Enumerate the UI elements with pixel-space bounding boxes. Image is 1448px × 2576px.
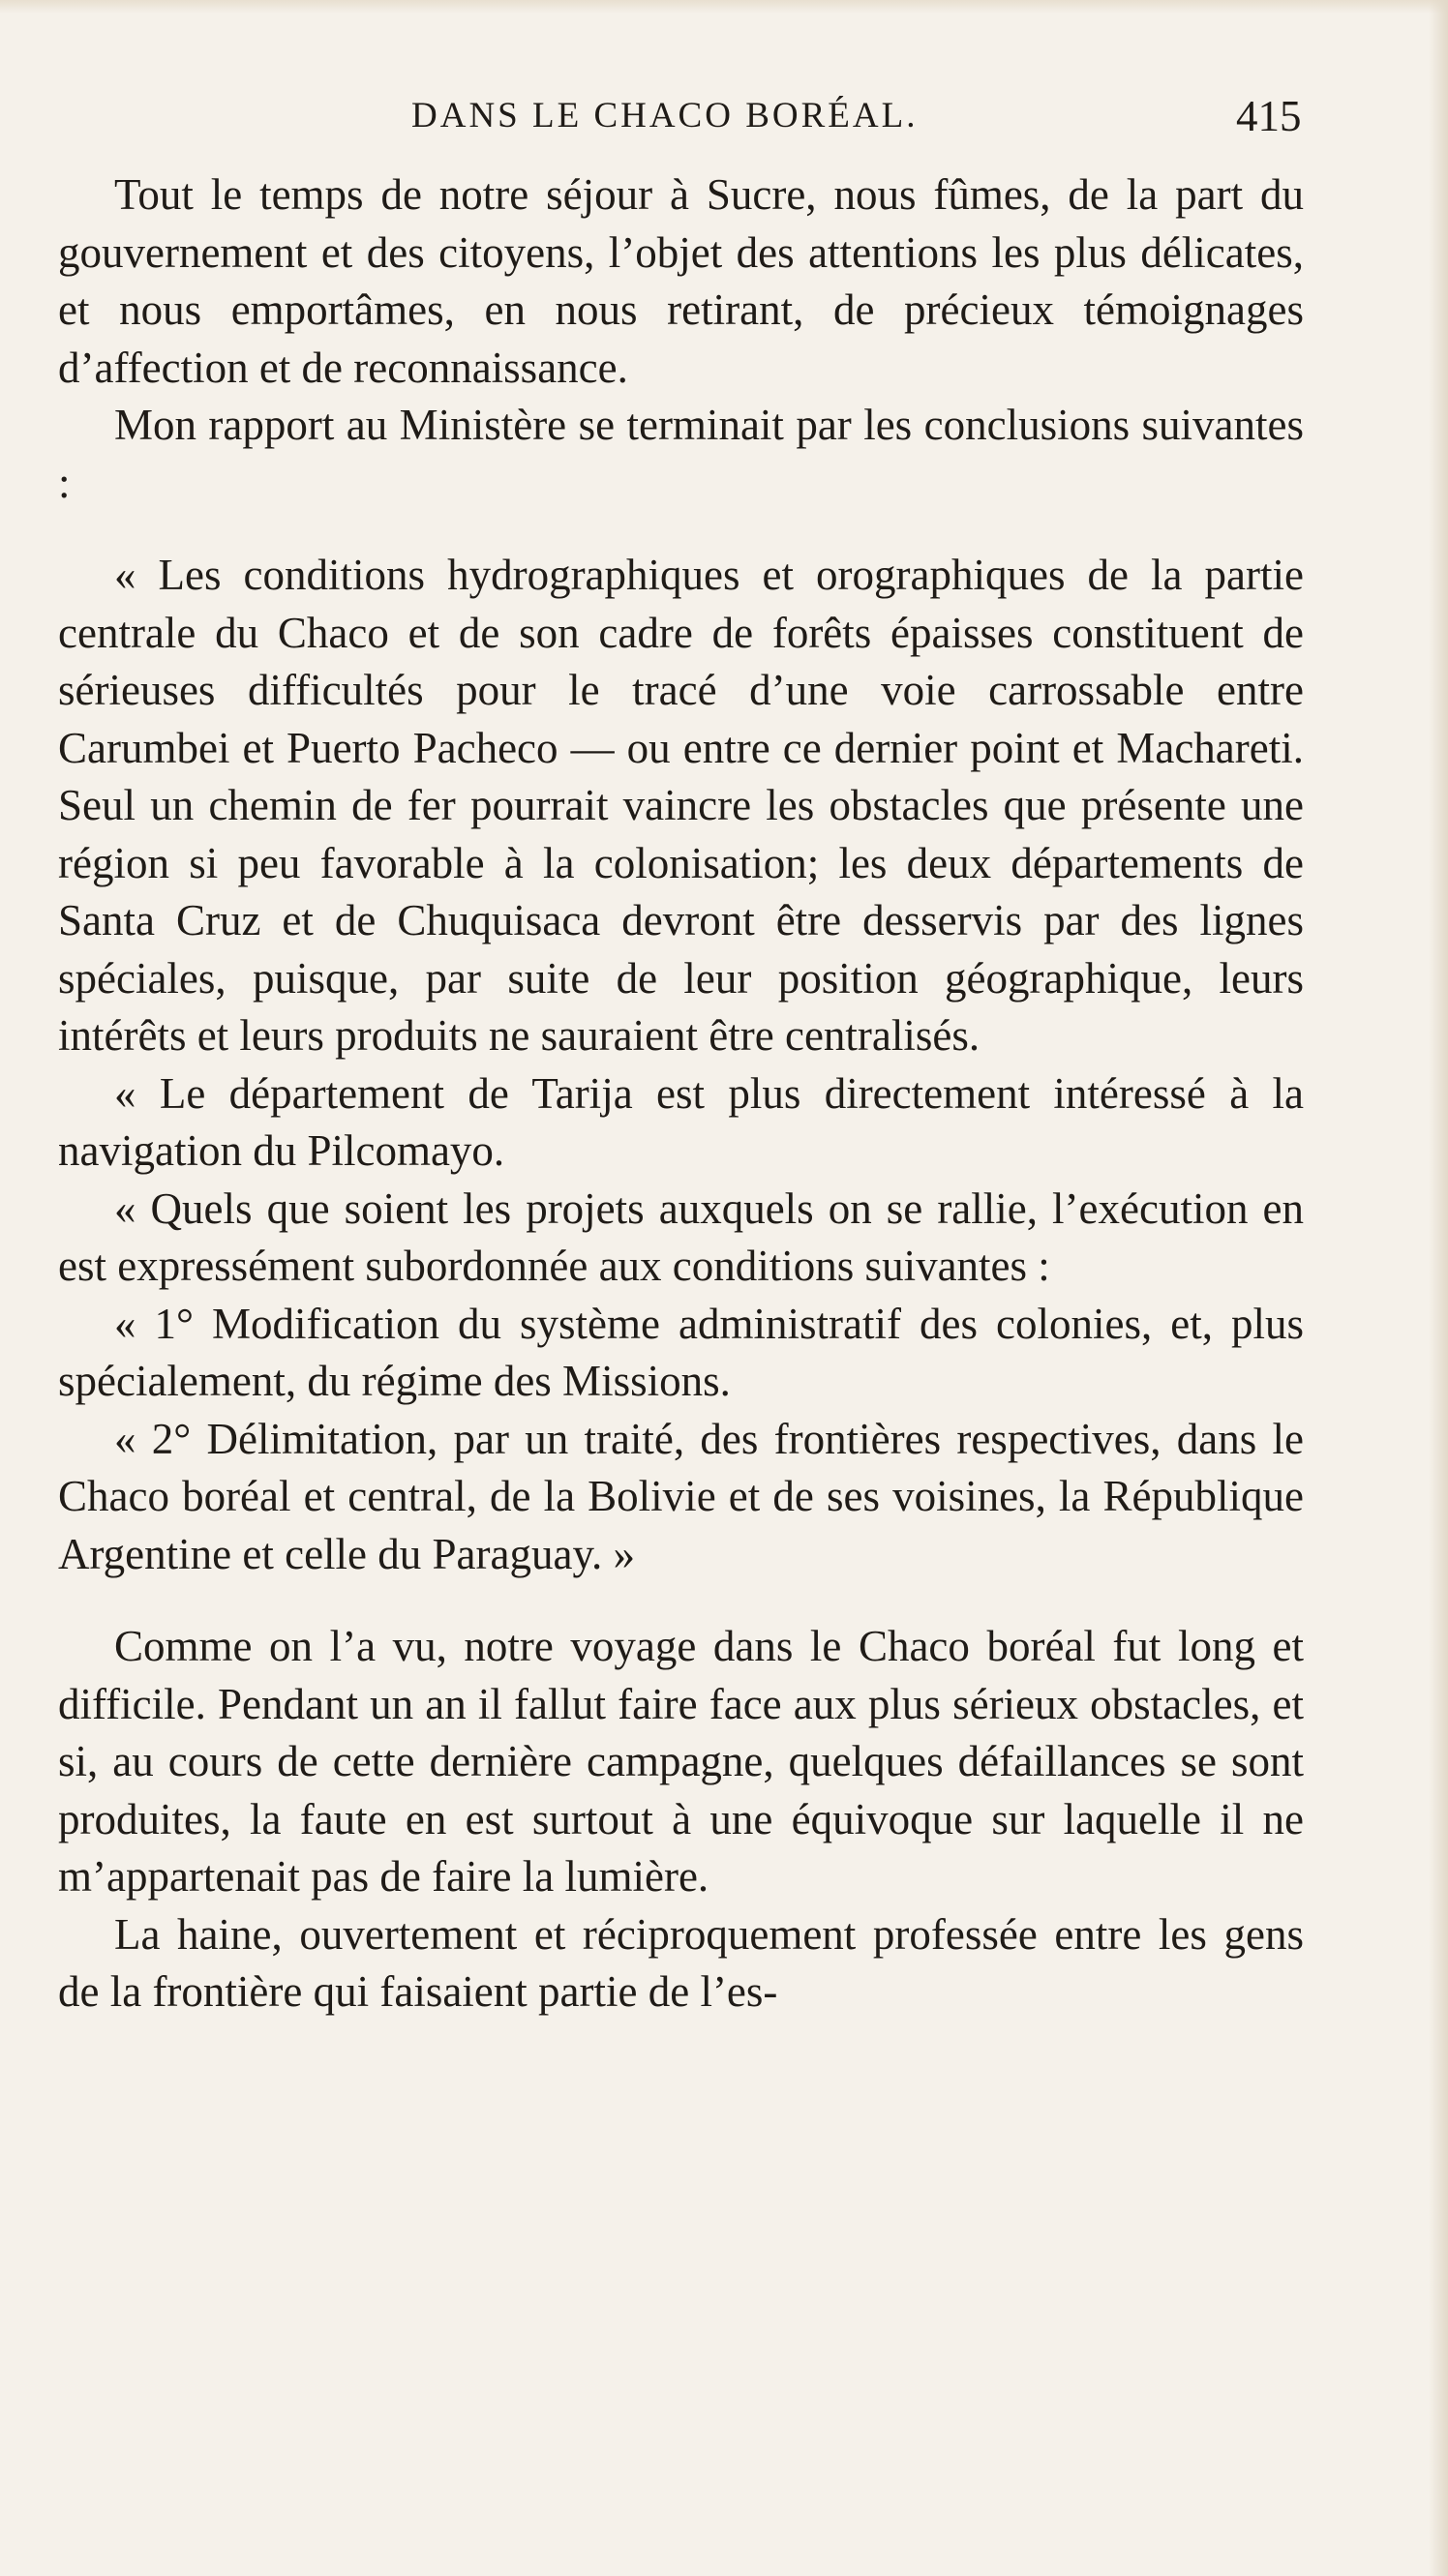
quoted-paragraph: « 1° Modification du système administratif des colonies, et, plus spécialement, du régime des Missions.: [58, 1299, 1304, 1405]
paragraph: La haine, ouvertement et réciproquement professée entre les gens de la frontière qui faisaient partie de l’es-: [58, 1909, 1304, 2016]
page-edge-shading: [0, 0, 1448, 14]
running-title: DANS LE CHACO BORÉAL.: [411, 96, 919, 135]
page-edge-shading: [1429, 0, 1448, 2576]
paragraph: Comme on l’a vu, notre voyage dans le Chaco boréal fut long et difficile. Pendant un an il fallut faire face aux plus sérieux obstacles, et si, au cours de cette dernière campagne, quelques défaillances se sont produites, la faute en est surtout à une équivoque sur laquelle il ne m’appartenait pas de faire la lumière.: [58, 1622, 1304, 1901]
quoted-paragraph: « 2° Délimitation, par un traité, des frontières respectives, dans le Chaco boréal et central, de la Bolivie et de ses voisines, la République Argentine et celle du Paraguay. »: [58, 1414, 1304, 1578]
paragraph: Tout le temps de notre séjour à Sucre, nous fûmes, de la part du gouvernement et des citoyens, l’objet des attentions les plus délicates, et nous emportâmes, en nous retirant, de précieux témoignages d’affection et de reconnaissance.: [58, 170, 1304, 392]
quoted-paragraph: « Le département de Tarija est plus directement intéressé à la navigation du Pilcomayo.: [58, 1068, 1304, 1175]
body-text: [58, 166, 1304, 2022]
page-number: 415: [1236, 92, 1302, 140]
quoted-paragraph: « Quels que soient les projets auxquels on se rallie, l’exécution en est expressément subordonnée aux conditions suivantes :: [58, 1183, 1304, 1290]
paragraph: Mon rapport au Ministère se terminait par les conclusions suivantes :: [58, 401, 1304, 507]
running-header: [0, 89, 1448, 143]
quoted-paragraph: « Les conditions hydrographiques et orographiques de la partie centrale du Chaco et de son cadre de forêts épaisses constituent de sérieuses difficultés pour le tracé d’une voie carrossable entre Carumbei et Puerto Pacheco — ou entre ce dernier point et Machareti. Seul un chemin de fer pourrait vaincre les obstacles que présente une région si peu favorable à la colonisation; les deux départements de Santa Cruz et de Chuquisaca devront être desservis par des lignes spéciales, puisque, par suite de leur position géographique, leurs intérêts et leurs produits ne sauraient être centralisés.: [58, 551, 1304, 1060]
